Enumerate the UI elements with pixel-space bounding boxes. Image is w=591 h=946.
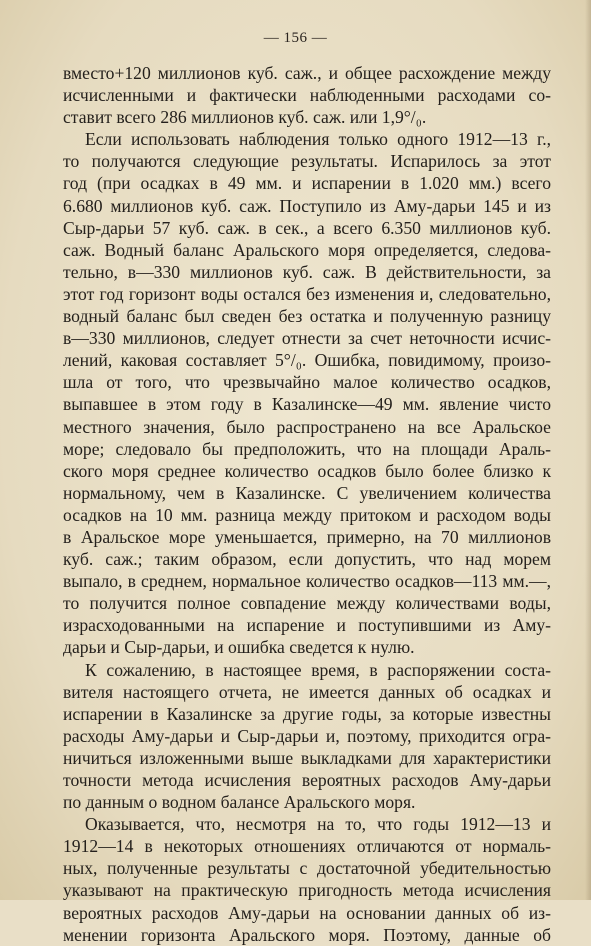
text-line: этот год горизонт воды остался без изменения и, следовательно, [63, 283, 551, 304]
text-line: куб. саж.; таким образом, если допустить, что над морем [63, 549, 551, 570]
text-line: испарении в Казалинске за другие годы, за которые известны [63, 703, 551, 724]
text-line: К сожалению, в настоящее время, в распоряжении соста- [85, 659, 551, 680]
text-line: лений, каковая составляет 5°/₀. Ошибка, повидимому, произо- [63, 350, 551, 371]
text-line: точности метода исчисления вероятных расходов Аму-дарьи [63, 770, 551, 790]
text-line: осадков на 10 мм. разница между притоком и расходом воды [63, 504, 551, 525]
text-line: по данным о водном балансе Аральского моря. [63, 792, 416, 813]
text-line: год (при осадках в 49 мм. и испарении в 1.020 мм.) всего [63, 173, 551, 194]
text-line: ставит всего 286 миллионов куб. саж. или 1,9°/₀. [63, 107, 427, 128]
text-line: в Аральское море уменьшается, примерно, на 70 миллионов [63, 526, 551, 547]
text-line: то получаются следующие результаты. Испарилось за этот [63, 151, 551, 172]
text-line: в—330 миллионов, следует отнести за счет неточности исчис- [63, 328, 551, 349]
text-line: выпавшее в этом году в Казалинске—49 мм. явление чисто [63, 394, 551, 415]
paragraph [63, 659, 551, 814]
page-number: — 156 — [263, 30, 328, 46]
text-line: Сыр-дарьи 57 куб. саж. в сек., а всего 6.350 миллионов куб. [63, 217, 551, 238]
text-line: ского моря среднее количество осадков было более близко к [63, 460, 551, 481]
text-line: Если использовать наблюдения только одного 1912—13 г., [85, 129, 551, 150]
text-line: выпало, в среднем, нормальное количество осадков—113 мм.—, [63, 571, 551, 592]
text-line: то получится полное совпадение между количествами воды, [63, 593, 551, 614]
text-line: Оказывается, что, несмотря на то, что годы 1912—13 и [85, 814, 551, 835]
text-line: водный баланс был сведен без остатка и полученную разницу [63, 306, 551, 327]
text-line: вместо+120 миллионов куб. саж., и общее расхождение между [63, 63, 551, 83]
page-edge-shadow [585, 0, 591, 900]
body-text [63, 62, 551, 946]
text-line: ничиться изложенными выше выкладками для характеристики [63, 747, 551, 768]
text-line: расходы Аму-дарьи и Сыр-дарьи и, поэтому, приходится огра- [63, 725, 551, 746]
text-line: 6.680 миллионов куб. саж. Поступило из Аму-дарьи 145 и из [63, 195, 551, 216]
text-line: море; следовало бы предположить, что на площади Араль- [63, 438, 551, 459]
text-line: местного значения, было распространено на все Аральское [63, 416, 551, 437]
text-line: 1912—14 в некоторых отношениях отличаются от нормаль- [63, 836, 551, 857]
text-line: нормальному, чем в Казалинске. С увеличением количества [63, 482, 551, 503]
text-line: вителя настоящего отчета, не имеется данных об осадках и [63, 681, 551, 702]
text-line: шла от того, что чрезвычайно малое количество осадков, [63, 372, 551, 393]
text-line: исчисленными и фактически наблюденными расходами со- [63, 85, 551, 106]
paragraph [63, 813, 551, 946]
text-line: израсходованными на испарение и поступившими из Аму- [63, 615, 551, 636]
paragraph [63, 128, 551, 658]
text-line: менении горизонта Аральского моря. Поэтому, данные об [63, 924, 551, 945]
text-line: саж. Водный баланс Аральского моря определяется, следова- [63, 239, 551, 260]
text-line: дарьи и Сыр-дарьи, и ошибка сведется к нулю. [63, 637, 415, 658]
text-line: указывают на практическую пригодность метода исчисления [63, 880, 551, 901]
text-line: вероятных расходов Аму-дарьи на основании данных об из- [63, 902, 551, 923]
text-line: тельно, в—330 миллионов куб. саж. В действительности, за [63, 261, 551, 282]
text-line: ных, полученные результаты с достаточной убедительностью [63, 858, 551, 879]
paragraph [63, 62, 551, 128]
